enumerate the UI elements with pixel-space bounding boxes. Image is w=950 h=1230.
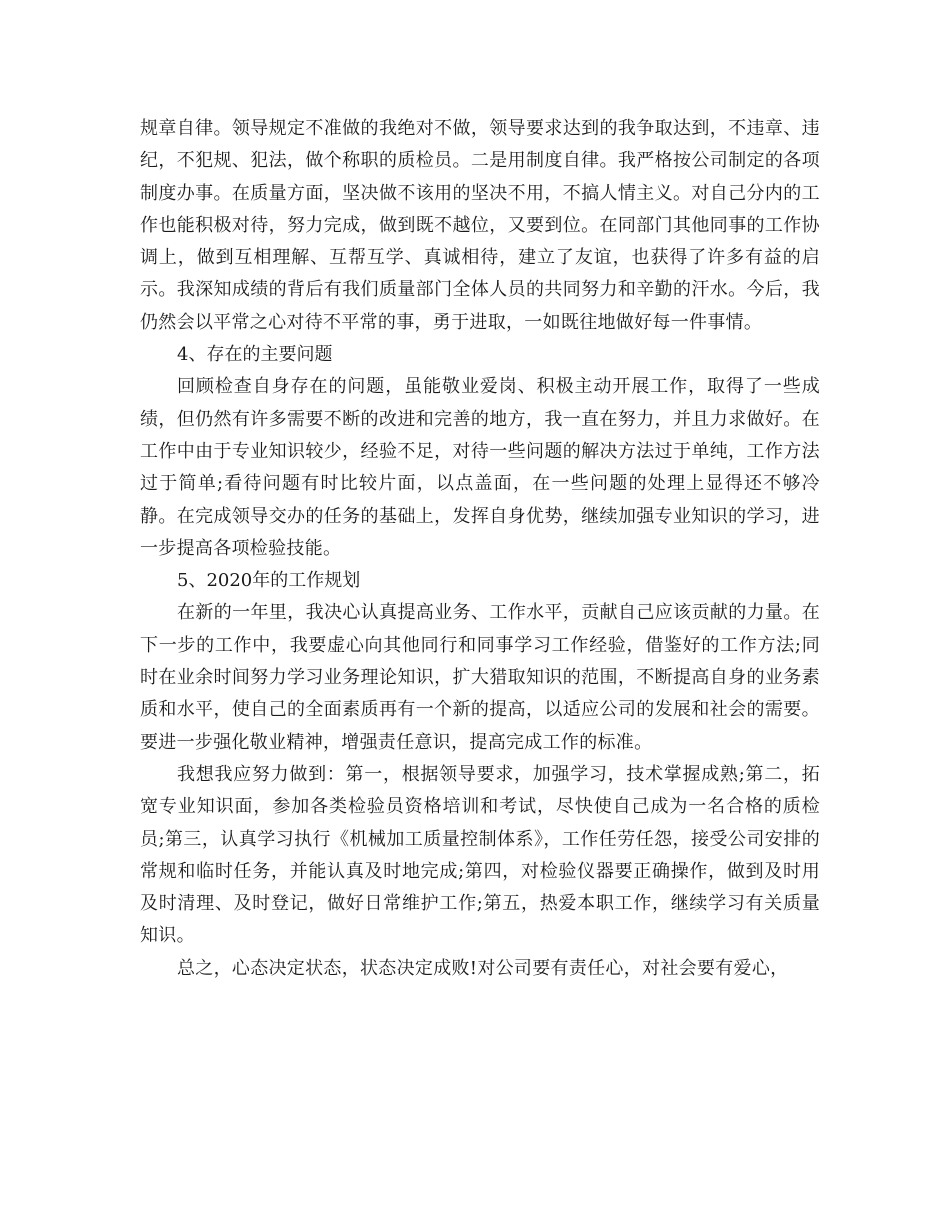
paragraph-goals: 我想我应努力做到：第一，根据领导要求，加强学习，技术掌握成熟;第二，拓宽专业知识面，参加各类检验员资格培训和考试，尽快使自己成为一名合格的质检员;第三，认真学习执行《机械加工质量控制体系》，工作任劳任怨，接受公司安排的常规和临时任务，并能认真及时地完成;第四，对检验仪器要正确操作，做到及时用及时清理、及时登记，做好日常维护工作;第五，热爱本职工作，继续学习有关质量知识。 [140,763,820,947]
section-heading-problems: 4、存在的主要问题 [177,344,333,366]
document-body [140,113,820,985]
paragraph-continued: 规章自律。领导规定不准做的我绝对不做，领导要求达到的我争取达到，不违章、违纪，不犯规、犯法，做个称职的质检员。二是用制度自律。我严格按公司制定的各项制度办事。在质量方面，坚决做不该用的坚决不用，不搞人情主义。对自己分内的工作也能积极对待，努力完成，做到既不越位，又要到位。在同部门其他同事的工作协调上，做到互相理解、互帮互学、真诚相待，建立了友谊，也获得了许多有益的启示。我深知成绩的背后有我们质量部门全体人员的共同努力和辛勤的汗水。今后，我仍然会以平常之心对待不平常的事，勇于进取，一如既往地做好每一件事情。 [140,118,820,333]
paragraph-summary: 总之，心态决定状态，状态决定成败!对公司要有责任心，对社会要有爱心， [177,957,789,979]
paragraph-plan: 在新的一年里，我决心认真提高业务、工作水平，贡献自己应该贡献的力量。在下一步的工作中，我要虚心向其他同行和同事学习工作经验，借鉴好的工作方法;同时在业余时间努力学习业务理论知识，扩大猎取知识的范围，不断提高自身的业务素质和水平，使自己的全面素质再有一个新的提高，以适应公司的发展和社会的需要。要进一步强化敬业精神，增强责任意识，提高完成工作的标准。 [140,602,820,753]
paragraph-problems: 回顾检查自身存在的问题，虽能敬业爱岗、积极主动开展工作，取得了一些成绩，但仍然有许多需要不断的改进和完善的地方，我一直在努力，并且力求做好。在工作中由于专业知识较少，经验不足，对待一些问题的解决方法过于单纯，工作方法过于简单;看待问题有时比较片面，以点盖面，在一些问题的处理上显得还不够冷静。在完成领导交办的任务的基础上，发挥自身优势，继续加强专业知识的学习，进一步提高各项检验技能。 [140,376,820,559]
section-heading-plan: 5、2020年的工作规划 [177,570,361,592]
